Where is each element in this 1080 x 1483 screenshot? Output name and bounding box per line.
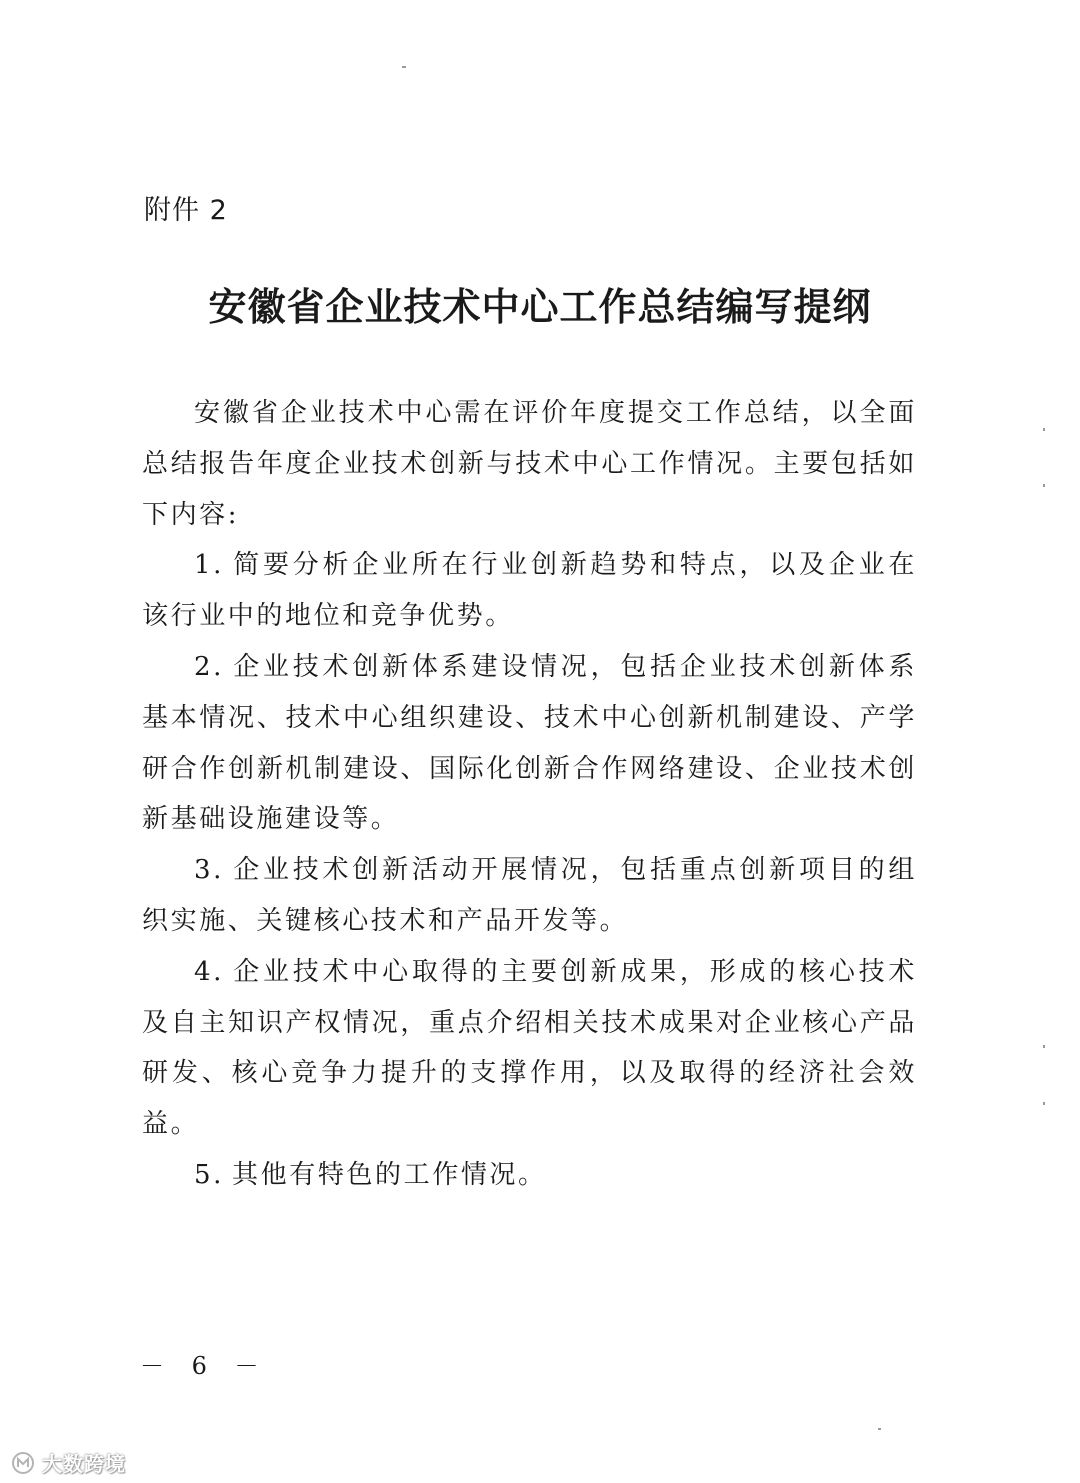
list-item-text: 其他有特色的工作情况。 — [232, 1159, 547, 1190]
document-title: 安徽省企业技术中心工作总结编写提纲 — [208, 285, 872, 329]
watermark-text: 大数跨境 — [42, 1452, 126, 1476]
list-item — [142, 845, 917, 947]
document-body — [142, 388, 917, 1201]
list-item-number: 1. — [194, 550, 225, 581]
scan-mark — [1043, 1045, 1045, 1048]
list-item-number: 3. — [194, 855, 225, 886]
list-item-number: 2. — [194, 651, 225, 682]
list-item-text: 简要分析企业所在行业创新趋势和特点，以及企业在该行业中的地位和竞争优势。 — [142, 550, 917, 632]
list-item-number: 5. — [194, 1159, 225, 1190]
list-item-text: 企业技术创新活动开展情况，包括重点创新项目的组织实施、关键核心技术和产品开发等。 — [142, 855, 917, 936]
list-item — [142, 540, 917, 642]
scan-mark — [1043, 428, 1045, 431]
scan-mark — [402, 66, 406, 68]
list-item-text: 企业技术创新体系建设情况，包括企业技术创新体系基本情况、技术中心组织建设、技术中心创新机制建设、产学研合作创新机制建设、国际化创新合作网络建设、企业技术创新基础设施建设等。 — [142, 651, 917, 835]
intro-paragraph: 安徽省企业技术中心需在评价年度提交工作总结，以全面总结报告年度企业技术创新与技术中心工作情况。主要包括如下内容: — [142, 398, 917, 530]
watermark-logo-icon — [10, 1450, 36, 1476]
list-item — [142, 947, 917, 1150]
list-item-number: 4. — [194, 956, 225, 987]
list-item-text: 企业技术中心取得的主要创新成果，形成的核心技术及自主知识产权情况，重点介绍相关技术成果对企业核心产品研发、核心竞争力提升的支撑作用，以及取得的经济社会效益。 — [142, 956, 917, 1140]
scan-mark — [1043, 484, 1045, 487]
scan-mark — [1043, 1102, 1045, 1105]
list-item — [142, 642, 917, 845]
page-number: － 6 － — [140, 1352, 269, 1380]
attachment-label: 附件 2 — [144, 195, 228, 226]
watermark — [10, 1448, 126, 1477]
list-item — [142, 1150, 917, 1201]
scan-mark — [878, 1428, 881, 1430]
